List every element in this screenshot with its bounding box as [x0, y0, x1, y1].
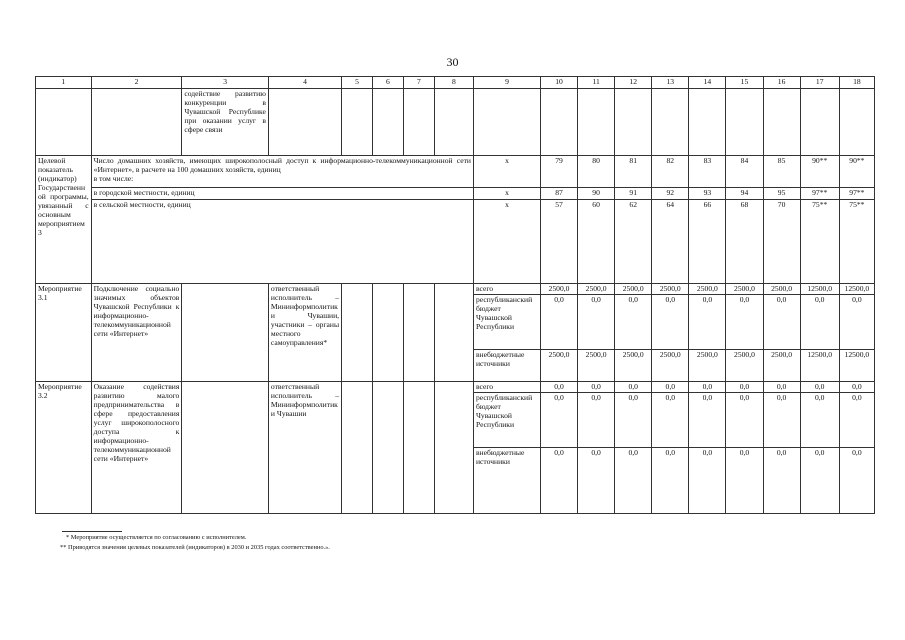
cell-value: 92 [652, 188, 689, 200]
cell-value: 75** [800, 200, 839, 284]
indicator-text: Число домашних хозяйств, имеющих широкополосный доступ к информационно-телекоммуникационной сети «Интернет», в расчете на 100 домашних хозяйств, единиц в том числе: [91, 156, 473, 188]
footnote-divider [62, 531, 122, 532]
page-number: 30 [446, 55, 459, 69]
cell-value: 0,0 [689, 393, 726, 448]
cell-value: 91 [615, 188, 652, 200]
cell-value: 70 [763, 200, 800, 284]
cell-value: 0,0 [652, 382, 689, 393]
cell-value: 90 [578, 188, 615, 200]
cell-value: 97** [800, 188, 839, 200]
cell-value: 82 [652, 156, 689, 188]
column-header: 16 [763, 77, 800, 89]
activity-label: Мероприятие 3.2 [36, 382, 92, 514]
column-header: 14 [689, 77, 726, 89]
cell-value: 97** [839, 188, 874, 200]
table-row [36, 284, 875, 295]
column-header: 13 [652, 77, 689, 89]
cell-value: 0,0 [540, 295, 577, 350]
cell-value: 0,0 [839, 382, 874, 393]
cell-value: 57 [540, 200, 577, 284]
cell-value: 0,0 [800, 295, 839, 350]
cell-value: 64 [652, 200, 689, 284]
cell-value: 0,0 [689, 295, 726, 350]
cell-value: 84 [726, 156, 763, 188]
cell-value: 85 [763, 156, 800, 188]
column-header: 11 [578, 77, 615, 89]
cell-value: 0,0 [800, 448, 839, 514]
cell-value: 0,0 [689, 448, 726, 514]
cell-value: 0,0 [689, 382, 726, 393]
cell-value: 87 [540, 188, 577, 200]
funding-source: внебюджетные источники [473, 350, 540, 382]
cell-value: 0,0 [726, 393, 763, 448]
footnote: * Мероприятие осуществляется по согласованию с исполнителем. [66, 534, 247, 541]
cell-value: 0,0 [839, 295, 874, 350]
cell-value: 2500,0 [615, 350, 652, 382]
program-table [35, 76, 875, 514]
cell-value: 2500,0 [578, 350, 615, 382]
column-number-row [36, 77, 875, 89]
cell-value: 0,0 [800, 393, 839, 448]
cell-value: 12500,0 [800, 350, 839, 382]
cell-value: x [473, 156, 540, 188]
cell-value: 2500,0 [763, 350, 800, 382]
footnotes [60, 533, 860, 553]
funding-source: всего [473, 382, 540, 393]
cell-value: 75** [839, 200, 874, 284]
cell-value: 2500,0 [689, 350, 726, 382]
cell-value: 0,0 [652, 295, 689, 350]
cell-value: 0,0 [763, 295, 800, 350]
cell-value: 0,0 [615, 295, 652, 350]
cell-value: 0,0 [540, 448, 577, 514]
cell-value: 0,0 [540, 393, 577, 448]
column-header: 3 [182, 77, 269, 89]
cell-value: 90** [839, 156, 874, 188]
cell-value: 0,0 [726, 382, 763, 393]
column-header: 12 [615, 77, 652, 89]
cell-value: 0,0 [540, 382, 577, 393]
funding-source: республиканский бюджет Чувашской Республики [473, 393, 540, 448]
cell-value: 93 [689, 188, 726, 200]
table-row [36, 200, 875, 284]
cell-value: 95 [763, 188, 800, 200]
cell-value: 2500,0 [652, 350, 689, 382]
column-header: 6 [373, 77, 404, 89]
cell-value: 2500,0 [689, 284, 726, 295]
cell-value: 0,0 [578, 393, 615, 448]
activity-executor: ответственный исполнитель – Мининформполитики Чувашии [268, 382, 341, 514]
column-header: 7 [403, 77, 434, 89]
column-header: 15 [726, 77, 763, 89]
cell-value: 94 [726, 188, 763, 200]
cell-value: 0,0 [726, 295, 763, 350]
cell-value: 60 [578, 200, 615, 284]
cell-value: 12500,0 [839, 284, 874, 295]
table-row [36, 156, 875, 188]
funding-source: республиканский бюджет Чувашской Республики [473, 295, 540, 350]
cell-value: 0,0 [839, 448, 874, 514]
cell-value: 62 [615, 200, 652, 284]
table-row [36, 382, 875, 393]
cell-value: 90** [800, 156, 839, 188]
target-label: Целевой показатель (индикатор) Государственной программы, увязанный с основным мероприятием 3 [36, 156, 92, 284]
cell-value: 0,0 [839, 393, 874, 448]
cell-value: 0,0 [615, 448, 652, 514]
cell-value: 66 [689, 200, 726, 284]
column-header: 8 [434, 77, 473, 89]
cell-value: 0,0 [726, 448, 763, 514]
table-row [36, 89, 875, 156]
activity-name: Оказание содействия развитию малого предпринимательства в сфере предоставления услуг широкополосного доступа к информационно-телекоммуникационной сети «Интернет» [91, 382, 182, 514]
cell-value: 0,0 [578, 382, 615, 393]
activity-executor: ответственный исполнитель – Мининформполитики Чувашии, участники – органы местного самоуправления* [268, 284, 341, 382]
activity-name: Подключение социально значимых объектов Чувашской Республики к информационно-телекоммуникационной сети «Интернет» [91, 284, 182, 382]
column-header: 4 [268, 77, 341, 89]
cell-value: x [473, 200, 540, 284]
table-row [36, 188, 875, 200]
cell-value: 2500,0 [540, 350, 577, 382]
cell-value: 68 [726, 200, 763, 284]
cell-value: 2500,0 [615, 284, 652, 295]
cell-value: 2500,0 [726, 284, 763, 295]
cell-value: 2500,0 [726, 350, 763, 382]
column-header: 9 [473, 77, 540, 89]
cell-value: 2500,0 [578, 284, 615, 295]
cell-value: 12500,0 [800, 284, 839, 295]
cell-value: 79 [540, 156, 577, 188]
cell-value: 81 [615, 156, 652, 188]
funding-source: внебюджетные источники [473, 448, 540, 514]
cell-value: 0,0 [652, 393, 689, 448]
cell-value: 2500,0 [540, 284, 577, 295]
cell-text: содействие развитию конкуренции в Чувашской Республике при оказании услуг в сфере связи [182, 89, 269, 156]
cell-value: 80 [578, 156, 615, 188]
cell-value: 12500,0 [839, 350, 874, 382]
cell-value: 0,0 [578, 295, 615, 350]
cell-value: 0,0 [763, 393, 800, 448]
cell-value: 0,0 [800, 382, 839, 393]
cell-value: 83 [689, 156, 726, 188]
funding-source: всего [473, 284, 540, 295]
cell-value: x [473, 188, 540, 200]
activity-label: Мероприятие 3.1 [36, 284, 92, 382]
cell-value: 2500,0 [763, 284, 800, 295]
cell-value: 0,0 [652, 448, 689, 514]
column-header: 18 [839, 77, 874, 89]
column-header: 5 [342, 77, 373, 89]
indicator-text: в сельской местности, единиц [91, 200, 473, 284]
indicator-text: в городской местности, единиц [91, 188, 473, 200]
column-header: 2 [91, 77, 182, 89]
footnote: ** Приводятся значения целевых показателей (индикаторов) в 2030 и 2035 годах соответственно.». [60, 544, 330, 551]
cell-value: 0,0 [763, 448, 800, 514]
cell-value: 0,0 [615, 393, 652, 448]
cell-value: 0,0 [615, 382, 652, 393]
column-header: 10 [540, 77, 577, 89]
column-header: 1 [36, 77, 92, 89]
cell-value: 0,0 [578, 448, 615, 514]
column-header: 17 [800, 77, 839, 89]
cell-value: 2500,0 [652, 284, 689, 295]
cell-value: 0,0 [763, 382, 800, 393]
